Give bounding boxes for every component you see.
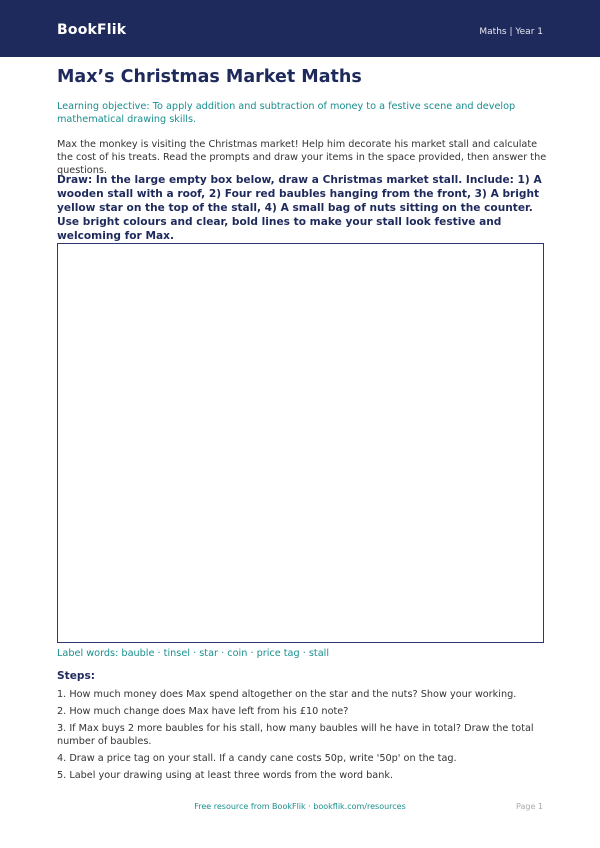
step-item: 5. Label your drawing using at least three words from the word bank.: [57, 770, 394, 781]
step-item: 2. How much change does Max have left from his £10 note?: [57, 706, 349, 717]
word-bank: Label words: bauble · tinsel · star · coin · price tag · stall: [57, 648, 330, 659]
footer-credit[interactable]: Free resource from BookFlik · bookflik.com/resources: [194, 802, 406, 811]
steps-list: [57, 688, 547, 786]
intro-paragraph: Max the monkey is visiting the Christmas market! Help him decorate his market stall and calculate the cost of his treats. Read the prompts and draw your items in the space provided, then answer the questions.: [57, 139, 547, 176]
page-number: Page 1: [516, 802, 543, 811]
step-item: 1. How much money does Max spend altogether on the star and the nuts? Show your working.: [57, 689, 517, 700]
learning-objective: Learning objective: To apply addition and subtraction of money to a festive scene and develop mathematical drawing skills.: [57, 101, 516, 125]
page-header: [0, 0, 600, 57]
page-title: Max’s Christmas Market Maths: [57, 67, 362, 87]
subject-year-label: Maths | Year 1: [479, 27, 543, 37]
draw-prompt: Draw: In the large empty box below, draw a Christmas market stall. Include: 1) A wooden stall with a roof, 2) Four red baubles hanging from the front, 3) A bright yellow star on the top of the stall, 4) A small bag of nuts sitting on the counter. Use bright colours and clear, bold lines to make your stall look festive and welcoming for Max.: [57, 174, 542, 242]
step-item: 4. Draw a price tag on your stall. If a candy cane costs 50p, write '50p' on the tag.: [57, 753, 457, 764]
steps-heading: Steps:: [57, 670, 96, 682]
drawing-area[interactable]: [57, 243, 544, 643]
brand-logo: BookFlik: [57, 22, 127, 38]
step-item: 3. If Max buys 2 more baubles for his stall, how many baubles will he have in total? Draw the total number of baubles.: [57, 723, 534, 747]
